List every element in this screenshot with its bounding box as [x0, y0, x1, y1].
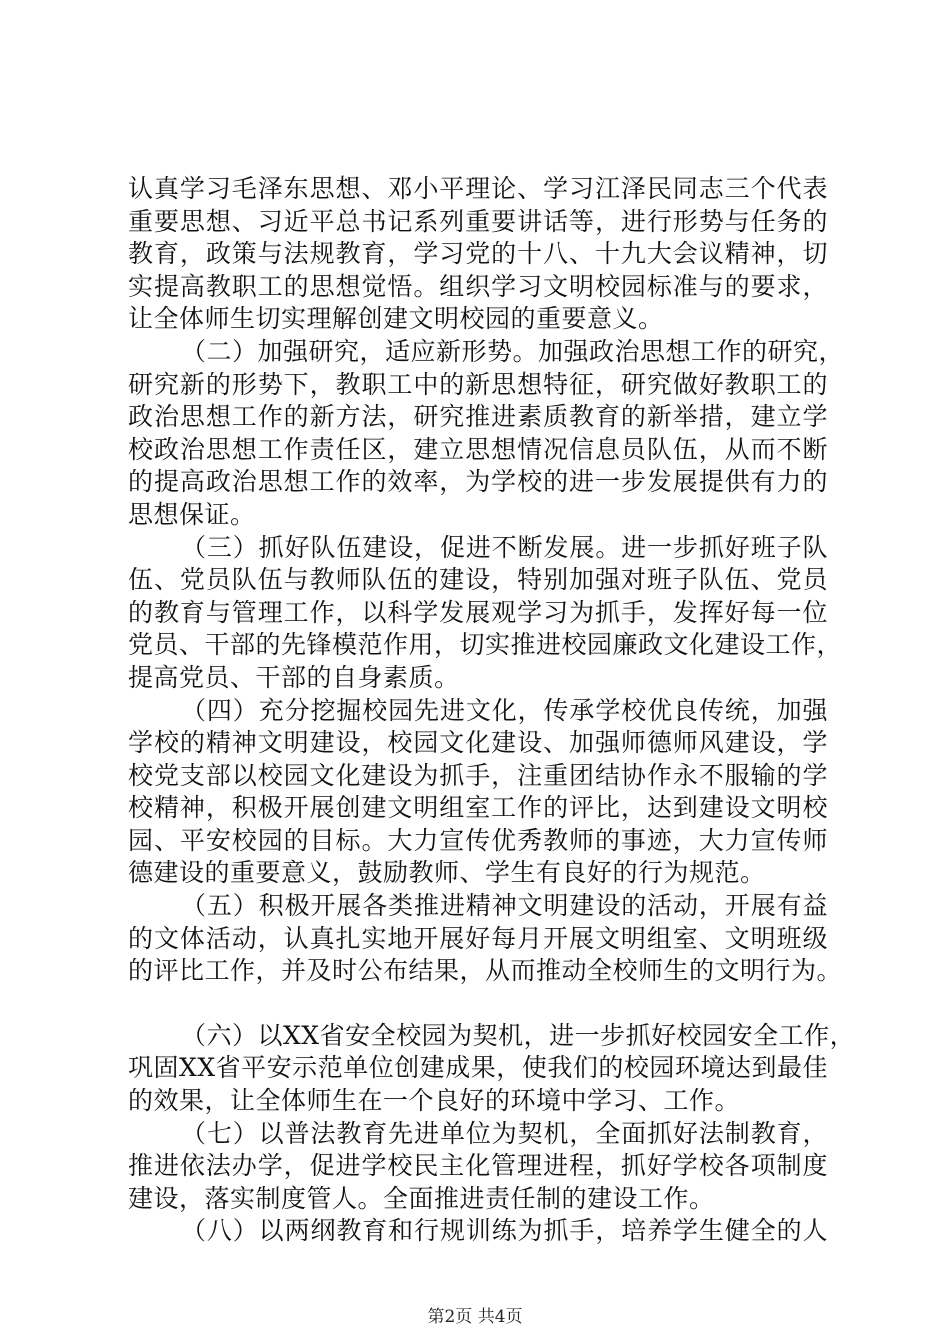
text-line: 推进依法办学，促进学校民主化管理进程，抓好学校各项制度 [128, 1151, 828, 1181]
text-line: 伍、党员队伍与教师队伍的建设，特别加强对班子队伍、党员 [128, 565, 828, 595]
text-line: 园、平安校园的目标。大力宣传优秀教师的事迹，大力宣传师 [128, 825, 828, 855]
text-line: 的教育与管理工作，以科学发展观学习为抓手，发挥好每一位 [128, 597, 828, 627]
paragraph-2-first-line: （二）加强研究，适应新形势。加强政治思想工作的研究， [181, 336, 845, 366]
text-line: 党员、干部的先锋模范作用，切实推进校园廉政文化建设工作， [128, 630, 843, 660]
paragraph-7-first-line: （七）以普法教育先进单位为契机，全面抓好法制教育， [181, 1118, 828, 1148]
text-line: 校精神，积极开展创建文明组室工作的评比，达到建设文明校 [128, 793, 828, 823]
text-line: 研究新的形势下，教职工中的新思想特征，研究做好教职工的 [128, 369, 828, 399]
text-line: 认真学习毛泽东思想、邓小平理论、学习江泽民同志三个代表 [128, 174, 828, 203]
text-line: 政治思想工作的新方法，研究推进素质教育的新举措，建立学 [128, 402, 828, 432]
text-line: 巩固XX省平安示范单位创建成果，使我们的校园环境达到最佳 [128, 1053, 828, 1083]
paragraph-8-first-line: （八）以两纲教育和行规训练为抓手，培养学生健全的人 [181, 1216, 828, 1246]
text-line: 实提高教职工的思想觉悟。组织学习文明校园标准与的要求， [128, 271, 828, 301]
text-line: 让全体师生切实理解创建文明校园的重要意义。 [128, 304, 664, 334]
text-line: 学校的精神文明建设，校园文化建设、加强师德师风建设，学 [128, 728, 828, 758]
paragraph-4-first-line: （四）充分挖掘校园先进文化，传承学校优良传统，加强 [181, 695, 828, 725]
body-text [128, 173, 856, 1248]
text-line: 的提高政治思想工作的效率，为学校的进一步发展提供有力的 [128, 467, 828, 497]
text-line: 教育，政策与法规教育，学习党的十八、十九大会议精神，切 [128, 239, 828, 269]
text-line: 校党支部以校园文化建设为抓手，注重团结协作永不服输的学 [128, 760, 828, 790]
text-line: 的评比工作，并及时公布结果，从而推动全校师生的文明行为。 [128, 956, 843, 986]
paragraph-5-first-line: （五）积极开展各类推进精神文明建设的活动，开展有益 [181, 891, 828, 921]
text-line: 提高党员、干部的自身素质。 [128, 662, 460, 692]
text-line: 的效果，让全体师生在一个良好的环境中学习、工作。 [128, 1086, 741, 1116]
text-line: 校政治思想工作责任区，建立思想情况信息员队伍，从而不断 [128, 434, 828, 464]
text-line: 德建设的重要意义，鼓励教师、学生有良好的行为规范。 [128, 858, 766, 888]
paragraph-6-first-line: （六）以XX省安全校园为契机，进一步抓好校园安全工作， [181, 1020, 856, 1050]
paragraph-3-first-line: （三）抓好队伍建设，促进不断发展。进一步抓好班子队 [181, 532, 828, 562]
text-line: 的文体活动，认真扎实地开展好每月开展文明组室、文明班级 [128, 923, 828, 953]
text-line: 重要思想、习近平总书记系列重要讲话等，进行形势与任务的 [128, 206, 828, 236]
text-line: 思想保证。 [128, 499, 256, 529]
page-number: 第2页 共4页 [427, 1307, 523, 1327]
paragraph-gap [128, 988, 828, 1020]
text-line: 建设，落实制度管人。全面推进责任制的建设工作。 [128, 1183, 715, 1213]
